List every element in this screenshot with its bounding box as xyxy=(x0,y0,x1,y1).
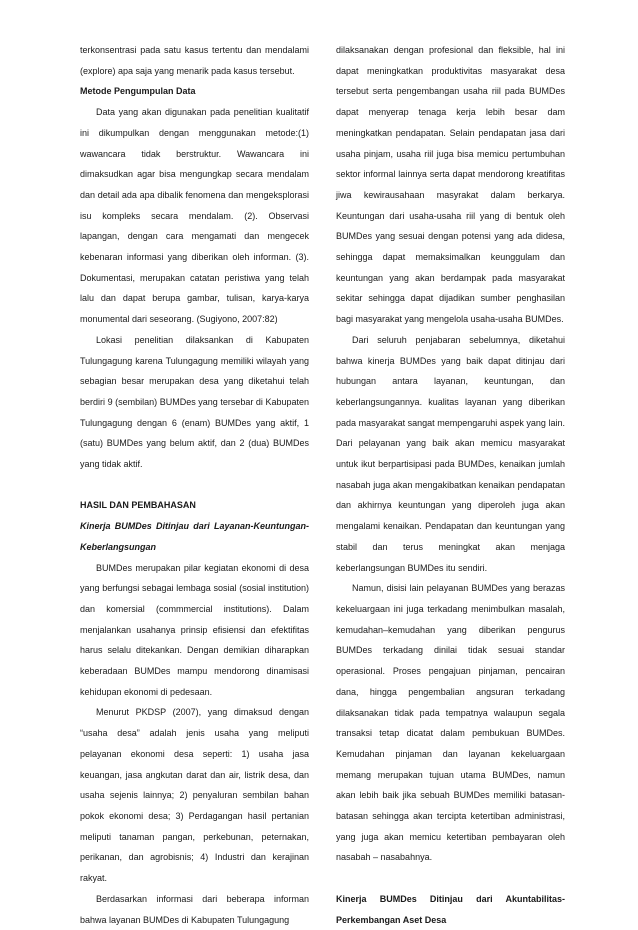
paragraph: Namun, disisi lain pelayanan BUMDes yang berazas kekeluargaan ini juga terkadang menimbulkan masalah, kemudahan–kemudahan yang diberikan pengurus BUMDes terkadang dinilai tidak sesuai standar operasional. Proses pengajuan pinjaman, pencairan dana, hingga pengembalian angsuran terkadang dilaksanakan tidak pada tempatnya walaupun segala transaksi tetap dicatat dalam pembukuan BUMDes. Kemudahan pinjaman dan layanan kekeluargaan memang merupakan tujuan utama BUMDes, namun akan lebih baik jika sebuah BUMDes memiliki batasan-batasan sehingga akan tercipta ketertiban administrasi, yang juga akan memicu ketertiban pembayaran oleh nasabah – nasabahnya. xyxy=(336,583,565,863)
paragraph: Menurut PKDSP (2007), yang dimaksud dengan “usaha desa” adalah jenis usaha yang meliputi pelayanan ekonomi desa seperti: 1) usaha jasa keuangan, jasa angkutan darat dan air, listrik desa, dan usaha sejenis lainnya; 2) penyaluran sembilan bahan pokok ekonomi desa; 3) Perdagangan hasil pertanian meliputi tanaman pangan, perkebunan, peternakan, perikanan, dan agrobisnis; 4) Industri dan kerajinan rakyat. xyxy=(80,707,309,884)
paragraph: BUMDes merupakan pilar kegiatan ekonomi di desa yang berfungsi sebagai lembaga sosial (sosial institution) dan komersial (commmercial institutions). Dalam menjalankan usahanya prinsip efisiensi dan efektifitas harus selalu ditekankan. Dengan demikian diharapkan keberadaan BUMDes mampu mendorong dinamisasi kehidupan ekonomi di pedesaan. xyxy=(80,562,309,697)
paragraph: Dari seluruh penjabaran sebelumnya, diketahui bahwa kinerja BUMDes yang baik dapat ditinjau dari hubungan antara layanan, keuntungan, dan keberlangsungannya. kualitas layanan yang diberikan pada masyarakat sangat mempengaruhi aspek yang lain. Dari pelayanan yang baik akan memicu masyarakat untuk ikut berpartisipasi pada BUMDes, kenaikan jumlah nasabah juga akan mengakibatkan kenaikan pendapatan dan akhirnya keuntungan yang diperoleh juga akan mengalami kenaikan. Pendapatan dan keuntungan yang stabil dan terus meningkat akan menjaga keberlangsungan BUMDes itu sendiri. xyxy=(336,334,565,573)
subsection-heading-kinerja-akuntabilitas: Kinerja BUMDes Ditinjau dari Akuntabilitas-Perkembangan Aset Desa xyxy=(336,893,565,925)
subsection-heading-kinerja-layanan: Kinerja BUMDes Ditinjau dari Layanan-Keuntungan-Keberlangsungan xyxy=(80,521,309,552)
section-heading-hasil: HASIL DAN PEMBAHASAN xyxy=(80,500,196,511)
paragraph: dilaksanakan dengan profesional dan fleksible, hal ini dapat meningkatkan produktivitas masyarakat desa tersebut serta pengembangan usaha riil pada BUMDes dapat menyerap tenaga kerja lebih besar dam meningkatkan pendapatan. Selain pendapatan jasa dari usaha pinjam, usaha riil juga bisa memicu pertumbuhan sektor informal lainnya serta dapat mendorong kreatifitas jiwa kewirausahaan masyrakat dalam berkarya. Keuntungan dari usaha-usaha riil yang di bentuk oleh BUMDes yang sesuai dengan potensi yang ada didesa, sehingga dapat memaksimalkan keunggulam dan keuntungan yang akan berdampak pada masyarakat sekitar sehingga dapat dijadikan sumber penghasilan bagi masyarakat yang mengelola usaha-usaha BUMDes. xyxy=(336,45,565,325)
right-column xyxy=(336,40,565,930)
paragraph: Data yang akan digunakan pada penelitian kualitatif ini dikumpulkan dengan menggunakan metode:(1) wawancara tidak berstruktur. Wawancara ini dimaksudkan agar bisa mengungkap secara mendalam dan detail ada apa dibalik fenomena dan mengeksplorasi isu kompleks secara mendalam. (2). Observasi lapangan, dengan cara mengamati dan mengecek kebenaran informasi yang diberikan oleh informan. (3). Dokumentasi, merupakan catatan peristiwa yang telah lalu dan dapat berupa gambar, tulisan, karya-karya monumental dari seseorang. (Sugiyono, 2007:82) xyxy=(80,107,309,325)
section-heading-metode: Metode Pengumpulan Data xyxy=(80,86,196,97)
paragraph: Berdasarkan informasi dari beberapa informan bahwa layanan BUMDes di Kabupaten Tulungagung xyxy=(80,893,309,925)
paragraph: terkonsentrasi pada satu kasus tertentu dan mendalami (explore) apa saja yang menarik pada kasus tersebut. xyxy=(80,45,309,76)
left-column xyxy=(80,40,309,930)
paragraph: Lokasi penelitian dilaksankan di Kabupaten Tulungagung karena Tulungagung memiliki wilayah yang sebagian besar merupakan desa yang diketahui telah berdiri 9 (sembilan) BUMDes yang tersebar di Kabupaten Tulungagung dengan 6 (enam) BUMDes yang aktif, 1 (satu) BUMDes yang belum aktif, dan 2 (dua) BUMDes yang tidak aktif. xyxy=(80,334,309,470)
